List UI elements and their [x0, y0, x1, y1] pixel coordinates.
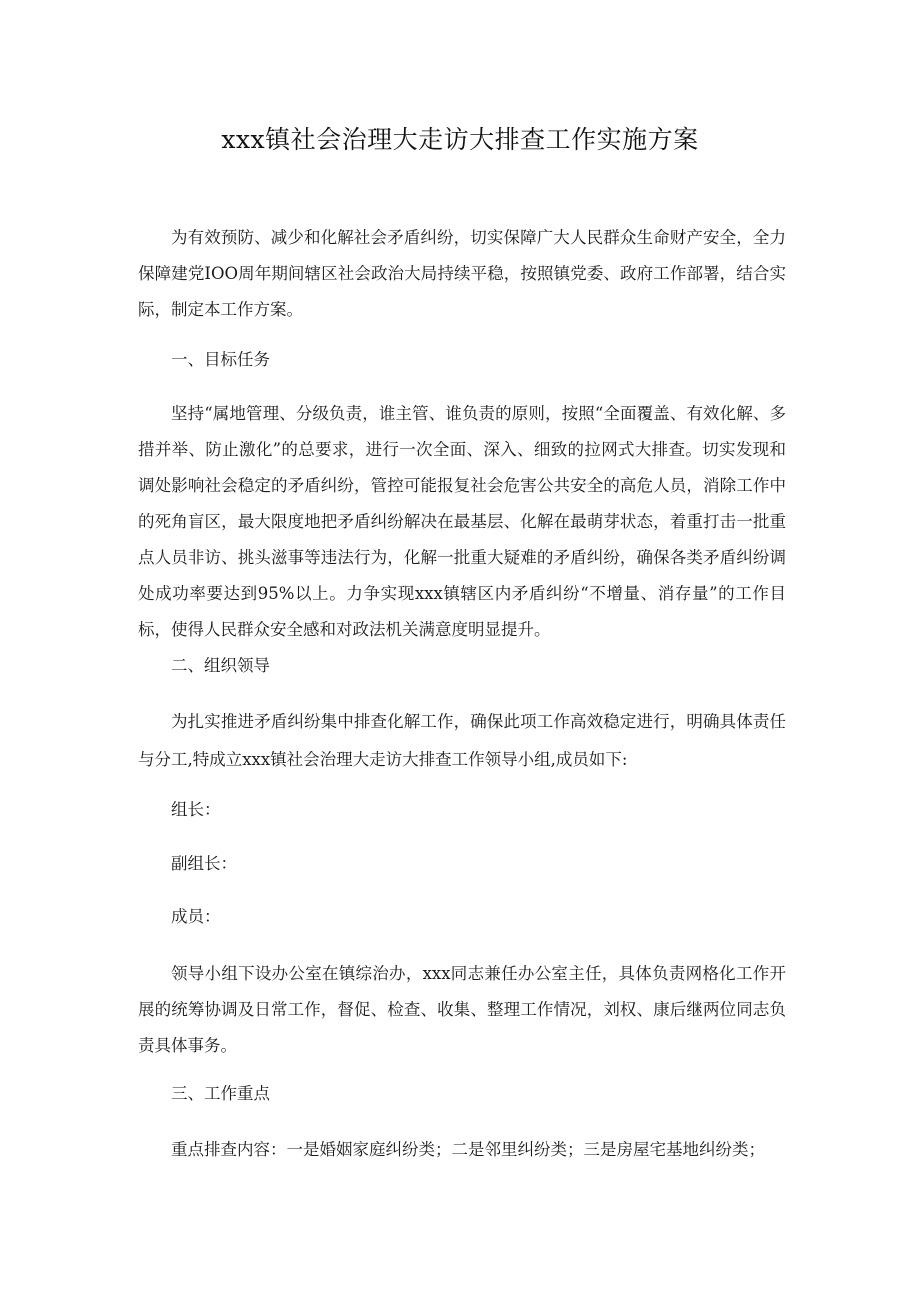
- goals-paragraph: 坚持“属地管理、分级负责，谁主管、谁负责的原则，按照“全面覆盖、有效化解、多措并举、防止激化”的总要求，进行一次全面、深入、细致的拉网式大排查。切实发现和调处影响社会稳定的矛盾纠纷，管控可能报复社会危害公共安全的高危人员，消除工作中的死角盲区，最大限度地把矛盾纠纷解决在最基层、化解在最萌芽状态，着重打击一批重点人员非访、挑头滋事等违法行为，化解一批重大疑难的矛盾纠纷，确保各类矛盾纠纷调处成功率要达到95%以上。力争实现xxx镇辖区内矛盾纠纷“不增量、消存量”的工作目标，使得人民群众安全感和对政法机关满意度明显提升。: [138, 404, 786, 639]
- office-paragraph: 领导小组下设办公室在镇综治办，xxx同志兼任办公室主任，具体负责网格化工作开展的统筹协调及日常工作，督促、检查、收集、整理工作情况，刘权、康后继两位同志负责具体事务。: [138, 964, 786, 1055]
- intro-paragraph: 为有效预防、减少和化解社会矛盾纠纷，切实保障广大人民群众生命财产安全，全力保障建党IOO周年期间辖区社会政治大局持续平稳，按照镇党委、政府工作部署，结合实际，制定本工作方案。: [138, 228, 786, 319]
- organization-paragraph: 为扎实推进矛盾纠纷集中排查化解工作，确保此项工作高效稳定进行，明确具体责任与分工,特成立xxx镇社会治理大走访大排查工作领导小组,成员如下:: [138, 712, 786, 769]
- members-line: 成员：: [171, 907, 221, 926]
- deputy-leader-line: 副组长：: [171, 854, 237, 873]
- focus-paragraph: 重点排查内容：一是婚姻家庭纠纷类；二是邻里纠纷类；三是房屋宅基地纠纷类；: [171, 1140, 765, 1159]
- group-leader-line: 组长：: [171, 800, 221, 819]
- section-heading-focus: 三、工作重点: [171, 1084, 270, 1103]
- document-title: xxx镇社会治理大走访大排查工作实施方案: [221, 125, 699, 154]
- section-heading-goals: 一、目标任务: [171, 350, 270, 369]
- section-heading-organization: 二、组织领导: [171, 656, 270, 675]
